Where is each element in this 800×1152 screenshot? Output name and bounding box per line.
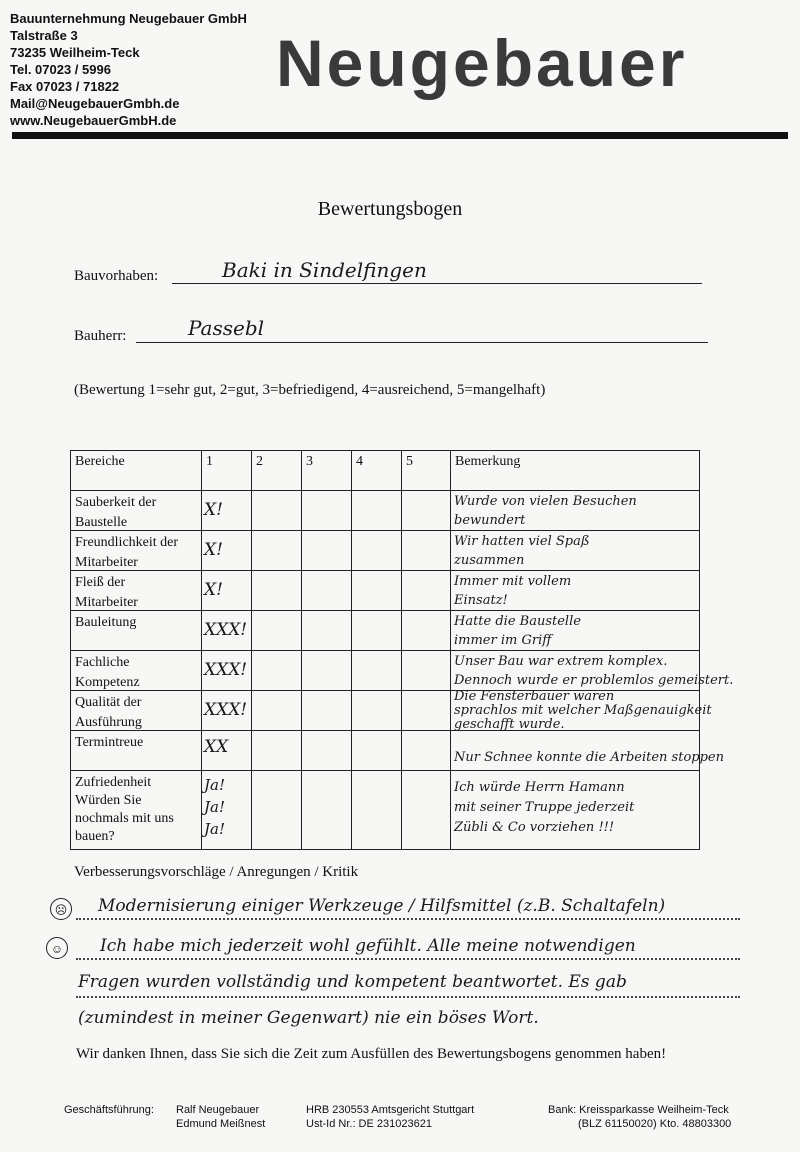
rating-mark: XX: [204, 737, 229, 757]
row-divider: [70, 490, 700, 491]
company-website: www.NeugebauerGmbH.de: [10, 113, 177, 128]
form-title: Bewertungsbogen: [317, 198, 463, 220]
client-value: Passebl: [188, 316, 265, 340]
rating-mark: X!: [204, 580, 223, 600]
comment-line: Immer mit vollem: [454, 574, 572, 589]
row-comment: [454, 690, 784, 732]
footer-management-label: Geschäftsführung:: [64, 1104, 154, 1116]
row-label-line: Mitarbeiter: [75, 595, 138, 610]
rating-table: [70, 450, 734, 850]
table-row-label: [75, 733, 203, 753]
smiley-face-icon: ☺: [46, 937, 68, 959]
dotted-line: [76, 918, 740, 920]
header-bemerkung: Bemerkung: [455, 454, 521, 469]
company-fax: Fax 07023 / 71822: [10, 79, 120, 94]
row-comment: [454, 748, 784, 767]
comment-line: Hatte die Baustelle: [454, 614, 581, 629]
mark-line: Ja!: [204, 776, 225, 794]
footer-bank-account: (BLZ 61150020) Kto. 48803300: [578, 1118, 732, 1130]
suggestions-heading: Verbesserungsvorschläge / Anregungen / Kritik: [74, 864, 359, 880]
header-grade-4: 4: [356, 454, 363, 469]
comment-line: zusammen: [454, 553, 525, 568]
row-comment: [454, 652, 784, 690]
rating-mark: XXX!: [204, 700, 248, 720]
header-grade-1: 1: [206, 454, 213, 469]
project-line: [172, 283, 702, 284]
client-label: Bauherr:: [74, 328, 127, 344]
dotted-line: [76, 958, 740, 960]
comment-line: Zübli & Co vorziehen !!!: [454, 820, 615, 835]
rating-mark: [204, 774, 225, 840]
table-row-label: [75, 693, 203, 733]
row-comment: [454, 532, 784, 570]
row-label-line: Zufriedenheit: [75, 775, 152, 790]
row-label-line: Bauleitung: [75, 615, 137, 630]
client-line: [136, 342, 708, 343]
row-label-line: nochmals mit uns: [75, 811, 174, 826]
comment-line: Die Fensterbauer waren: [454, 689, 615, 704]
comment-line: sprachlos mit welcher Maßgenauigkeit: [454, 703, 712, 718]
dotted-line: [76, 996, 740, 998]
comment-line: bewundert: [454, 513, 526, 528]
table-row-label: [75, 653, 203, 693]
comment-line: Nur Schnee konnte die Arbeiten stoppen: [454, 750, 724, 765]
suggestion-line: Ich habe mich jederzeit wohl gefühlt. Alle meine notwendigen: [100, 936, 636, 956]
row-label-line: Fleiß der: [75, 575, 126, 590]
row-divider: [70, 770, 700, 771]
comment-line: immer im Griff: [454, 633, 552, 648]
table-row-label: [75, 774, 203, 846]
company-phone: Tel. 07023 / 5996: [10, 62, 111, 77]
table-row-label: [75, 573, 203, 613]
company-city: 73235 Weilheim-Teck: [10, 45, 140, 60]
company-email: Mail@NeugebauerGmbh.de: [10, 96, 180, 111]
footer-register: HRB 230553 Amtsgericht Stuttgart: [306, 1104, 475, 1116]
row-label-line: Baustelle: [75, 515, 128, 530]
company-logo: Neugebauer: [276, 26, 688, 100]
company-address: [10, 10, 247, 129]
row-label-line: Mitarbeiter: [75, 555, 138, 570]
row-comment: [454, 572, 784, 610]
table-row-label: [75, 493, 203, 533]
header-grade-2: 2: [256, 454, 263, 469]
comment-line: Dennoch wurde er problemlos gemeistert.: [454, 673, 734, 688]
comment-line: mit seiner Truppe jederzeit: [454, 800, 635, 815]
comment-line: Unser Bau war extrem komplex.: [454, 654, 668, 669]
company-street: Talstraße 3: [10, 28, 78, 43]
rating-mark: X!: [204, 540, 223, 560]
thank-you-note: Wir danken Ihnen, dass Sie sich die Zeit zum Ausfüllen des Bewertungsbogens genommen haben!: [76, 1046, 667, 1062]
comment-line: geschafft wurde.: [454, 717, 565, 732]
footer-manager-1: Ralf Neugebauer: [176, 1104, 260, 1116]
row-comment: [454, 612, 784, 650]
mark-line: Ja!: [204, 820, 225, 838]
footer-manager-2: Edmund Meißnest: [176, 1118, 266, 1130]
rating-mark: XXX!: [204, 660, 248, 680]
company-name: Bauunternehmung Neugebauer GmbH: [10, 11, 247, 26]
suggestion-line: (zumindest in meiner Gegenwart) nie ein böses Wort.: [78, 1008, 539, 1028]
row-label-line: bauen?: [75, 829, 115, 844]
row-label-line: Termintreue: [75, 735, 144, 750]
rating-mark: X!: [204, 500, 223, 520]
row-label-line: Qualität der: [75, 695, 142, 710]
project-value: Baki in Sindelfingen: [222, 258, 427, 282]
row-label-line: Würden Sie: [75, 793, 142, 808]
mark-line: Ja!: [204, 798, 225, 816]
header-grade-5: 5: [406, 454, 413, 469]
comment-line: Einsatz!: [454, 593, 508, 608]
comment-line: Wurde von vielen Besuchen: [454, 494, 637, 509]
row-comment: [454, 778, 784, 838]
row-label-line: Freundlichkeit der: [75, 535, 179, 550]
rating-scale-note: (Bewertung 1=sehr gut, 2=gut, 3=befriedigend, 4=ausreichend, 5=mangelhaft): [74, 382, 546, 398]
row-comment: [454, 492, 784, 530]
row-label-line: Fachliche: [75, 655, 130, 670]
header-grade-3: 3: [306, 454, 313, 469]
project-label: Bauvorhaben:: [74, 268, 159, 284]
footer-vat-id: Ust-Id Nr.: DE 231023621: [306, 1118, 432, 1130]
table-row-label: [75, 533, 203, 573]
suggestion-line: Fragen wurden vollständig und kompetent beantwortet. Es gab: [78, 972, 627, 992]
footer-bank: Bank: Kreissparkasse Weilheim-Teck: [548, 1104, 729, 1116]
comment-line: Wir hatten viel Spaß: [454, 534, 590, 549]
table-row-label: [75, 613, 203, 633]
rating-mark: XXX!: [204, 620, 248, 640]
sad-face-icon: ☹: [50, 898, 72, 920]
row-label-line: Ausführung: [75, 715, 142, 730]
header-bereiche: Bereiche: [75, 454, 125, 469]
row-label-line: Sauberkeit der: [75, 495, 157, 510]
header-rule: [12, 132, 788, 139]
row-divider: [70, 650, 700, 651]
row-label-line: Kompetenz: [75, 675, 140, 690]
suggestion-line: Modernisierung einiger Werkzeuge / Hilfsmittel (z.B. Schaltafeln): [98, 896, 666, 916]
comment-line: Ich würde Herrn Hamann: [454, 780, 625, 795]
